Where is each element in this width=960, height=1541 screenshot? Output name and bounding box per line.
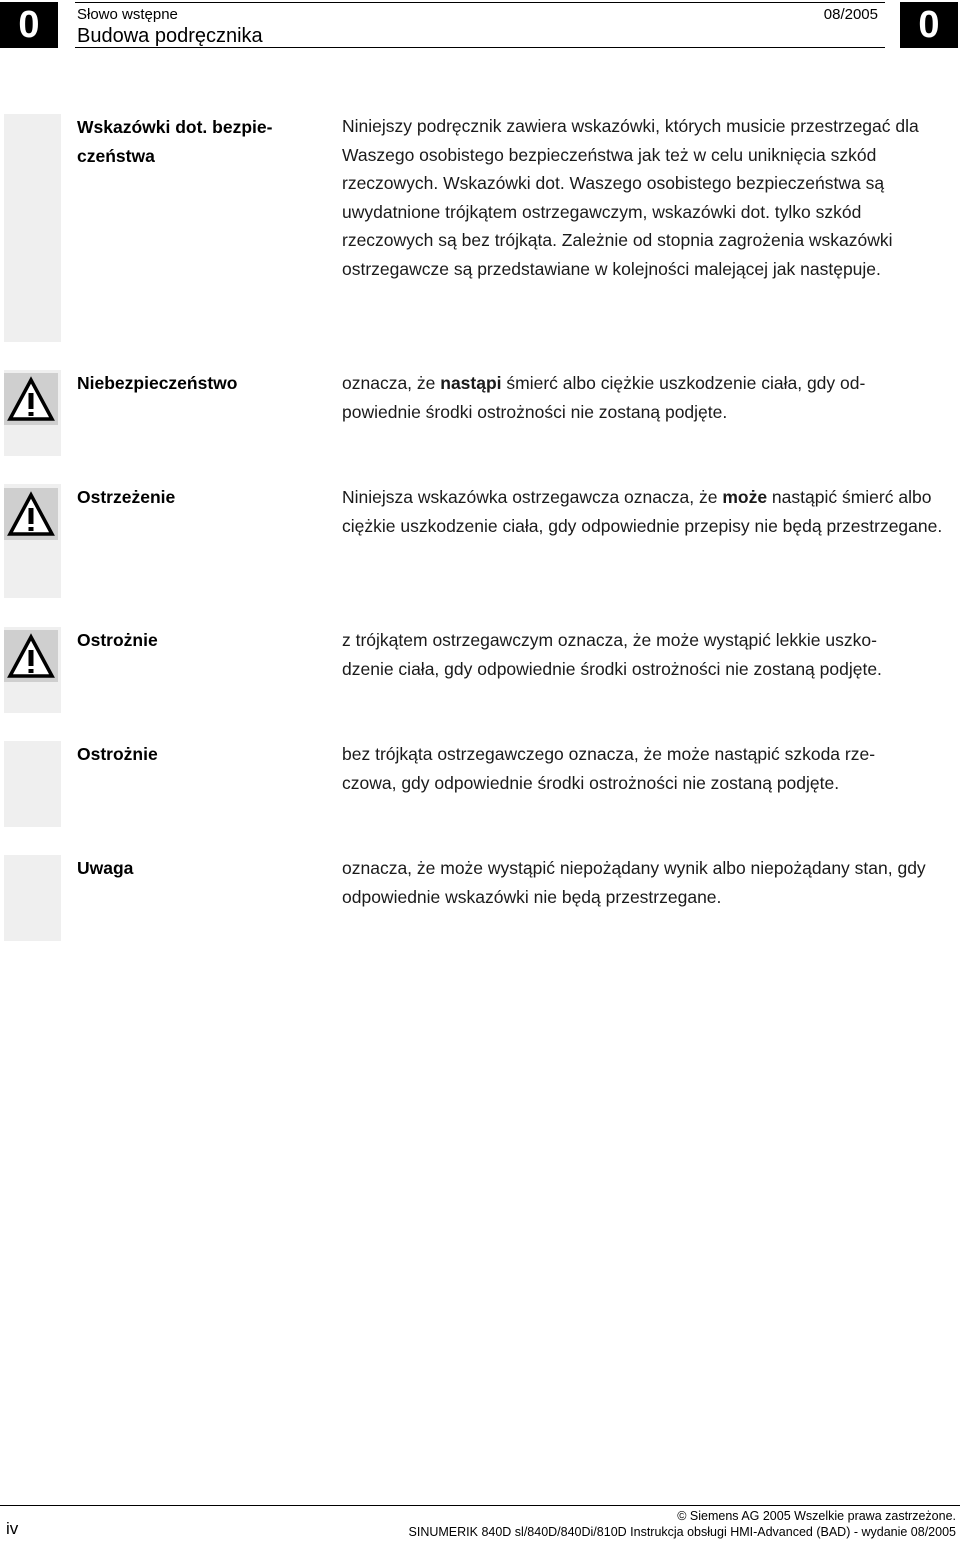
warning-triangle-icon [4, 630, 58, 682]
term-warning: Ostrzeżenie [77, 487, 176, 507]
term-caution: Ostrożnie [77, 630, 158, 650]
footer-rule [0, 1505, 960, 1506]
desc-caution: z trójkątem ostrzegawczym oznacza, że może wystąpić lekkie uszko- dzenie ciała, gdy odpowiednie środki ostrożności nie zostaną podjęte. [342, 630, 882, 679]
header-rule-bottom [75, 47, 885, 48]
term-caution-no-triangle: Ostrożnie [77, 744, 158, 764]
chapter-number-right: 0 [900, 2, 958, 48]
page-number: iv [6, 1519, 19, 1538]
warning-triangle-icon [4, 373, 58, 425]
header-date: 08/2005 [823, 6, 878, 23]
sidebar-strip [4, 741, 61, 827]
page-title: Budowa podręcznika [77, 25, 263, 47]
section-label: Słowo wstępne [77, 6, 178, 23]
desc-notice: oznacza, że może wystąpić niepożądany wynik albo niepożądany stan, gdy odpowiednie wskazówki nie będą przestrzegane. [342, 858, 926, 907]
desc-danger: oznacza, że nastąpi śmierć albo ciężkie uszkodzenie ciała, gdy od- powiednie środki ostrożności nie zostaną podjęte. [342, 373, 866, 422]
footer-document-title: SINUMERIK 840D sl/840D/840Di/810D Instrukcja obsługi HMI-Advanced (BAD) - wydanie 08/2005 [408, 1525, 956, 1539]
sidebar-strip [4, 855, 61, 941]
header-rule-top [75, 2, 885, 3]
term-danger: Niebezpieczeństwo [77, 373, 238, 393]
term-notice: Uwaga [77, 858, 134, 878]
desc-safety-notes: Niniejszy podręcznik zawiera wskazówki, których musicie przestrzegać dla Waszego osobistego bezpieczeństwa jak też w celu uniknięcia szkód rzeczowych. Wskazówki dot. Waszego osobistego bezpieczeństwa są uwydatnione trójkątem ostrzegawczym, wskazówki dot. tylko szkód rzeczowych są bez trójkąta. Zależnie od stopnia zagrożenia wskazówki ostrzegawcze są przedstawiane w kolejności malejącej jak następuje. [342, 116, 919, 279]
desc-warning: Niniejsza wskazówka ostrzegawcza oznacza, że może nastąpić śmierć albo ciężkie uszkodzenie ciała, gdy odpowiednie przepisy nie będą przestrzegane. [342, 487, 943, 536]
sidebar-strip [4, 114, 61, 342]
warning-triangle-icon [4, 488, 58, 540]
chapter-number-left: 0 [0, 2, 58, 48]
desc-caution-no-triangle: bez trójkąta ostrzegawczego oznacza, że może nastąpić szkoda rze- czowa, gdy odpowiednie środki ostrożności nie zostaną podjęte. [342, 744, 876, 793]
term-safety-notes: Wskazówki dot. bezpie- czeństwa [77, 117, 273, 166]
footer-copyright: © Siemens AG 2005 Wszelkie prawa zastrzeżone. [677, 1509, 956, 1523]
